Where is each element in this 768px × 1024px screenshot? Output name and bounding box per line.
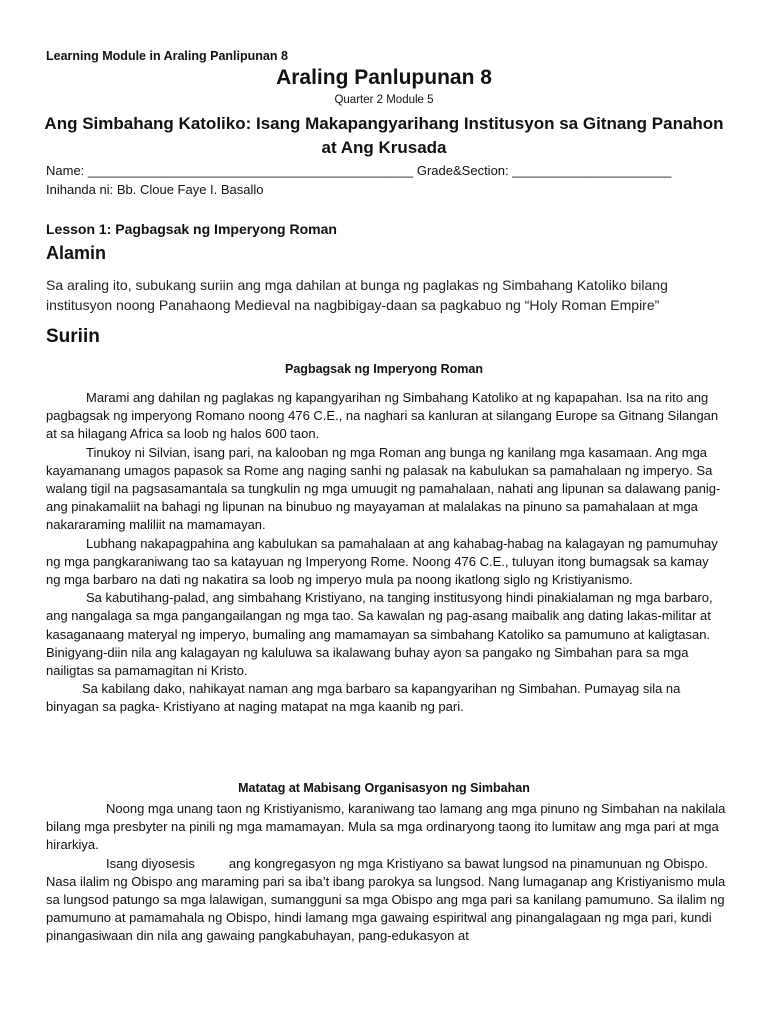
- prepared-by: Inihanda ni: Bb. Cloue Faye I. Basallo: [46, 182, 264, 197]
- paragraph: Noong mga unang taon ng Kristiyanismo, karaniwang tao lamang ang mga pinuno ng Simbahan na nakilala bilang mga presbyter na pinili ng mga mamamayan. Mula sa mga ordinaryong taong ito lumitaw ang mga pari at mga hirarkiya.: [46, 801, 726, 853]
- quarter-label: Quarter 2 Module 5: [334, 94, 434, 106]
- paragraph: Sa kabilang dako, nahikayat naman ang mga barbaro sa kapangyarihan ng Simbahan. Pumayag sila na binyagan sa pagka- Kristiyano at naging matapat na mga kaanib ng pari.: [46, 681, 681, 715]
- name-grade-line: Name: _____________________________________________ Grade&Section: ______________________: [46, 163, 672, 178]
- module-label: Learning Module in Araling Panlipunan 8: [46, 49, 288, 63]
- section-title-organisasyon: Matatag at Mabisang Organisasyon ng Simbahan: [238, 781, 530, 795]
- suriin-heading: Suriin: [46, 326, 100, 347]
- paragraph: [46, 855, 726, 946]
- alamin-text: Sa araling ito, subukang suriin ang mga dahilan at bunga ng paglakas ng Simbahang Katoliko bilang institusyon noong Panahaong Medieval na nagbibigay-daan sa pagkabuo ng “Holy Roman Empire”: [46, 277, 668, 313]
- paragraph: Marami ang dahilan ng paglakas ng kapangyarihan ng Simbahang Katoliko at ng kapapahan. Isa na rito ang pagbagsak ng imperyong Romano noong 476 C.E., na naghari sa kanluran at silangang Europe sa Gitnang Silangan at sa hilagang Africa sa loob ng halos 600 taon.: [46, 390, 719, 442]
- paragraph-lead: Isang diyosesis: [106, 855, 195, 871]
- page-title: Araling Panlupunan 8: [276, 66, 492, 89]
- alamin-heading: Alamin: [46, 243, 107, 263]
- lesson-title: Lesson 1: Pagbagsak ng Imperyong Roman: [46, 221, 337, 237]
- section-title-pagbagsak: Pagbagsak ng Imperyong Roman: [285, 362, 483, 376]
- paragraph: Tinukoy ni Silvian, isang pari, na kalooban ng mga Roman ang bunga ng kanilang mga kasamaan. Ang mga kayamanang umagos papasok sa Rome ang naging sanhi ng palasak na kabulukan sa pamahalaan ng imperyo. Sa walang tigil na pagsasamantala sa tungkulin ng mga umuugit ng pamahalaan, nahati ang lipunan sa dalawang panig- ang pinakamaliit na bahagi ng lipunan na binubuo ng mayayaman at malalakas na pinuno sa pamahalaan at mga nakararaming maliliit na mamamayan.: [46, 444, 721, 533]
- module-subtitle: Ang Simbahang Katoliko: Isang Makapangyarihang Institusyon sa Gitnang Panahon at Ang Krusada: [44, 114, 724, 157]
- section-pagbagsak-body: [46, 389, 726, 717]
- paragraph: Lubhang nakapagpahina ang kabulukan sa pamahalaan at ang kahabag-habag na kalagayan ng pamumuhay ng mga pangkaraniwang tao sa katayuan ng Imperyong Rome. Noong 476 C.E., tuluyan itong bumagsak sa kamay ng mga barbaro na dati ng nakatira sa loob ng imperyo mula pa noong ikatlong siglo ng Kristiyanismo.: [46, 535, 718, 588]
- paragraph-rest: ang kongregasyon ng mga Kristiyano sa bawat lungsod na pinamunuan ng Obispo. Nasa ilalim ng Obispo ang maraming pari sa iba’t ibang parokya sa lungsod. Nang lumaganap ang Kristiyanismo mula sa lungsod patungo sa mga lalawigan, sumangguni sa mga Obispo ang mga pari sa kanilang pamumuno. Sa ilalim ng pamumuno at pamamahala ng Obispo, hindi lamang mga gawaing espiritwal ang pinangalagaan ng mga pari, kundi pinangasiwaan din nila ang gawaing pangkabuhayan, pang-edukasyon at: [46, 855, 726, 944]
- section-organisasyon-body: [46, 800, 726, 946]
- paragraph: Sa kabutihang-palad, ang simbahang Kristiyano, na tanging institusyong hindi pinakialaman ng mga barbaro, ang nangalaga sa mga pangangailangan ng mga tao. Sa kawalan ng pag-asang maibalik ang dating lakas-militar at kasaganaang materyal ng imperyo, bumaling ang mamamayan sa simbahang Katoliko sa pamumuno at kaligtasan. Binigyang-diin nila ang kalagayan ng kaluluwa sa ikalawang buhay ayon sa pangako ng Simbahan para sa mga nailigtas sa pamamagitan ni Kristo.: [46, 590, 713, 679]
